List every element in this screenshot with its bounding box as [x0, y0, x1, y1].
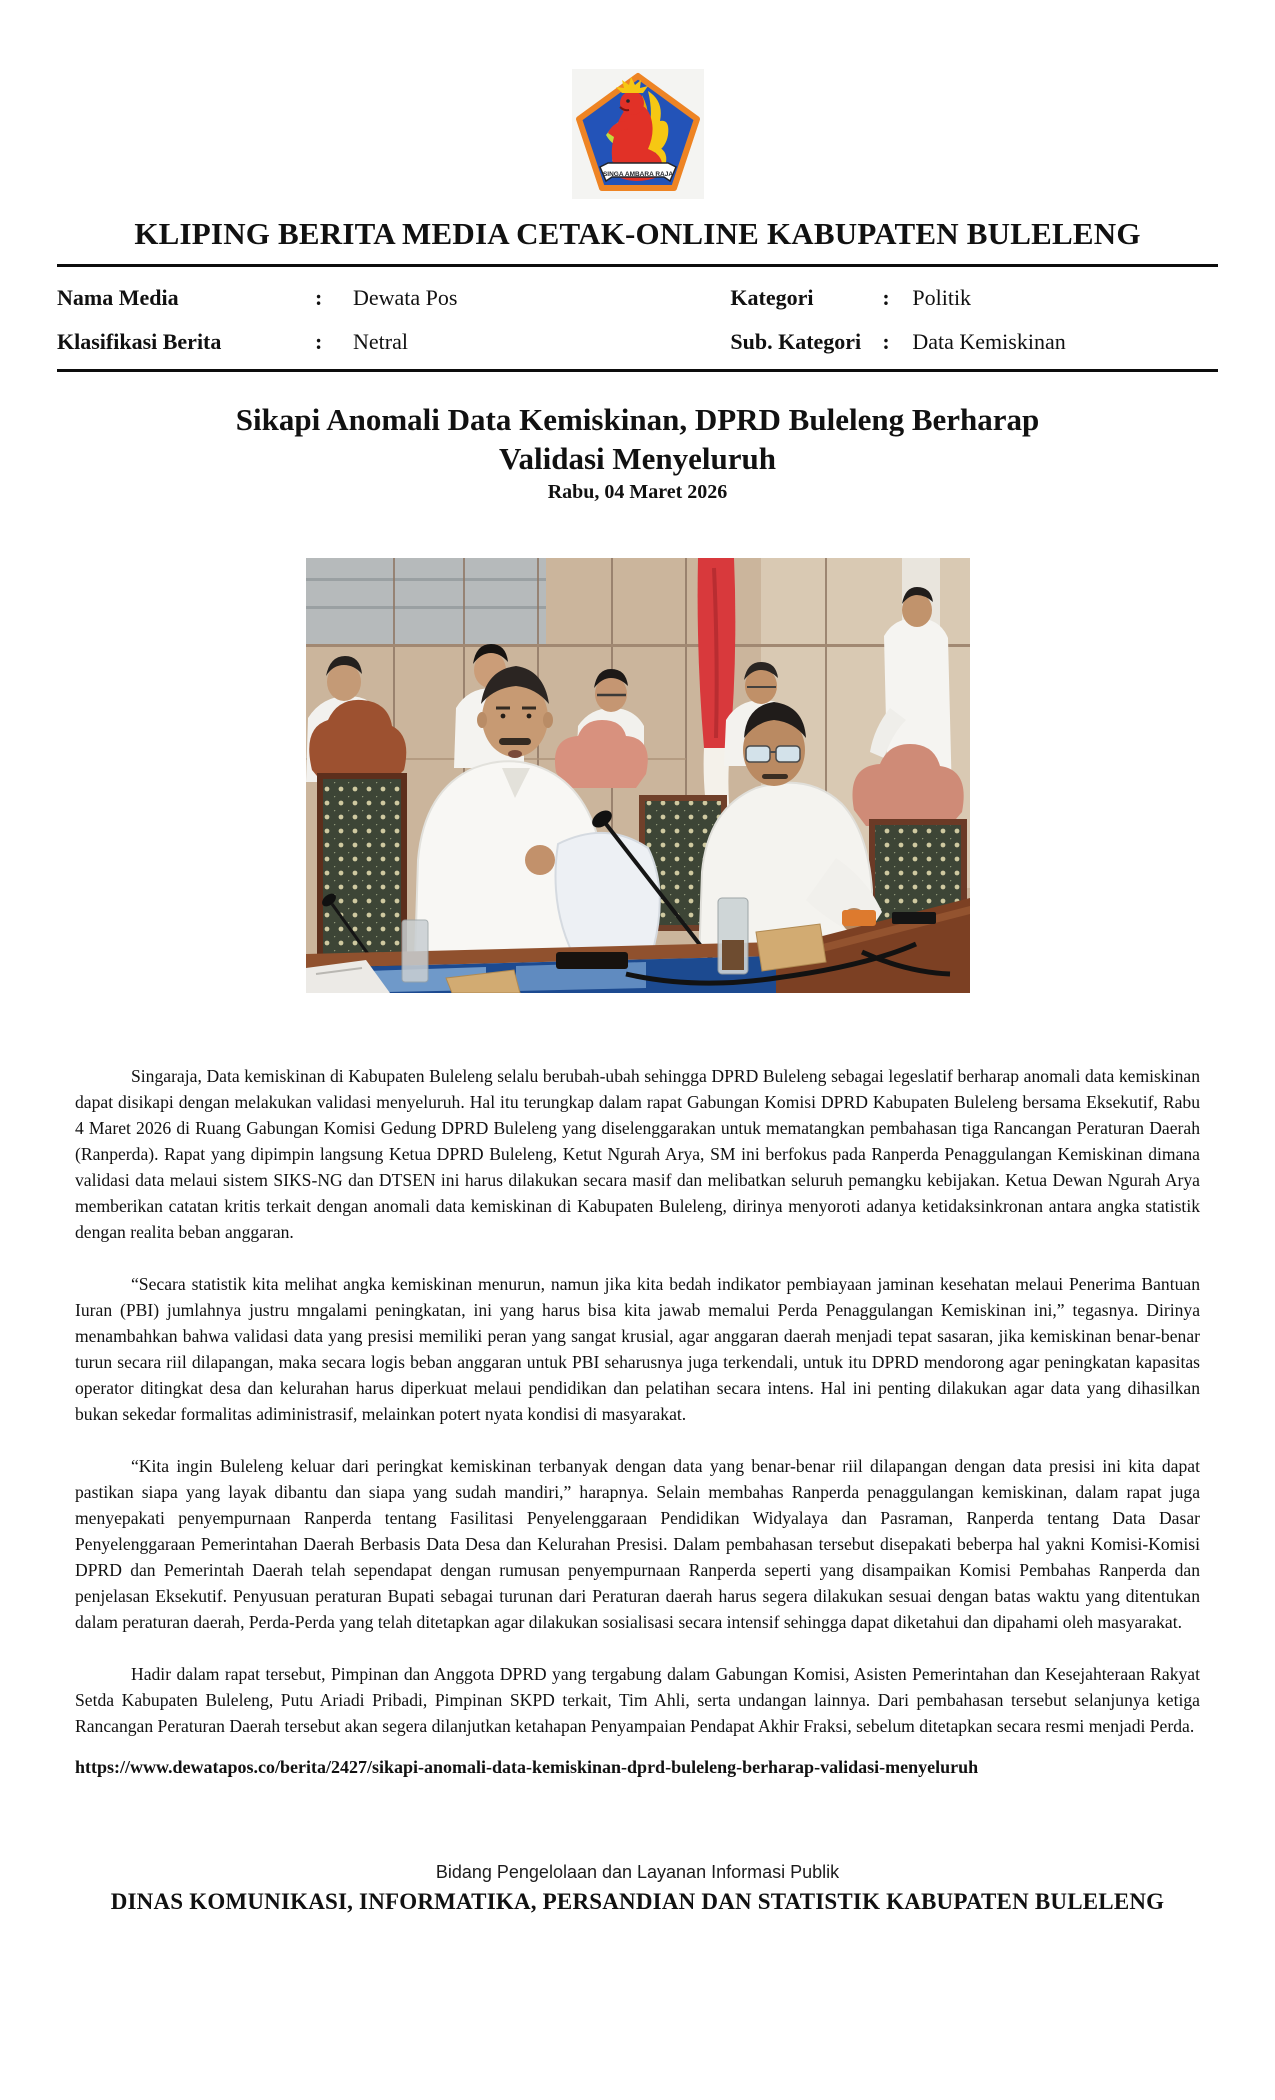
logo-band [0, 0, 1275, 200]
meta-value-kategori: Politik [912, 285, 972, 310]
meta-label-klasifikasi: Klasifikasi Berita [57, 329, 222, 354]
meta-sub-kategori [730, 329, 1218, 355]
meta-colon: : [315, 329, 323, 354]
article-source-link[interactable]: https://www.dewatapos.co/berita/2427/sikapi-anomali-data-kemiskinan-dprd-buleleng-berharap-validasi-menyeluruh [75, 1757, 979, 1777]
article-paragraph-2: “Secara statistik kita melihat angka kemiskinan menurun, namun jika kita bedah indikator pembiayaan jaminan kesehatan melaui Penerima Bantuan Iuran (PBI) jumlahnya justru mngalami peningkatan, ini yang harus bisa kita jawab memalui Perda Penaggulangan Kemiskinan ini,” tegasnya. Dirinya menambahkan bahwa validasi data yang presisi memiliki peran yang sangat krusial, agar anggaran daerah menjadi tepat sasaran, jika kemiskinan benar-benar turun secara riil dilapangan, maka secara logis beban anggaran untuk PBI seharusnya juga terkendali, untuk itu DPRD mendorong agar peningkatan kapasitas operator ditingkat desa dan kelurahan harus diperkuat melaui pendidikan dan pelatihan secara intens. Hal ini penting dilakukan agar data yang dihasilkan bukan sekedar formalitas adiministrasif, melainkan potert nyata kondisi di masyarakat. [75, 1274, 1200, 1424]
article-headline-line2: Validasi Menyeluruh [498, 441, 777, 476]
meta-value-klasifikasi: Netral [353, 329, 408, 354]
article-source-url [75, 1757, 1200, 1778]
meta-label-nama-media: Nama Media [57, 285, 179, 310]
article-photo-wrap [0, 558, 1275, 993]
meta-colon: : [882, 329, 890, 354]
meta-colon: : [882, 285, 890, 310]
article-headline [0, 400, 1275, 478]
footer-agency: DINAS KOMUNIKASI, INFORMATIKA, PERSANDIAN DAN STATISTIK KABUPATEN BULELENG [110, 1889, 1165, 1914]
meta-row-1 [57, 285, 1218, 311]
meeting-photo [306, 558, 970, 993]
meta-value-sub-kategori: Data Kemiskinan [912, 329, 1066, 354]
article-paragraph-3: “Kita ingin Buleleng keluar dari peringkat kemiskinan terbanyak dengan data yang benar-benar riil dilapangan dengan data presisi ini kita dapat pastikan siapa yang layak dibantu dan siapa yang sudah mandiri,” harapnya. Selain membahas Ranperda penaggulangan kemiskinan, dalam rapat juga menyepakati penyempurnaan Ranperda tentang Fasilitasi Penyelenggaraan Pendidikan Widyalaya dan Pasraman, Ranperda tentang Data Dasar Penyelenggaraan Pemerintahan Daerah Berbasis Data Desa dan Kelurahan Presisi. Dalam pembahasan tersebut disepakati beberpa hal yakni Komisi-Komisi DPRD dan Pemerintah Daerah telah sependapat dengan rumusan penyempurnaan Ranperda seperti yang disampaikan Komisi Pembahas Ranperda dan penjelasan Eksekutif. Penyusuan peraturan Bupati sebagai turunan dari Peraturan daerah harus segera dilakukan sesuai dengan batas waktu yang ditentukan dalam peraturan daerah, Perda-Perda yang telah ditetapkan agar dilakukan sosialisasi secara intensif sehingga dapat diketahui dan dipahami oleh masyarakat. [75, 1456, 1200, 1632]
page-footer [0, 1862, 1275, 1915]
meta-kategori [730, 285, 1218, 311]
meta-label-kategori: Kategori [730, 285, 814, 310]
buleleng-regency-logo [572, 68, 704, 200]
footer-division: Bidang Pengelolaan dan Layanan Informasi Publik [435, 1862, 840, 1882]
article-headline-line1: Sikapi Anomali Data Kemiskinan, DPRD Buleleng Berharap [235, 402, 1040, 437]
article-date: Rabu, 04 Maret 2026 [547, 481, 728, 503]
meta-table [57, 264, 1218, 372]
meta-label-sub-kategori: Sub. Kategori [730, 329, 862, 354]
meta-row-2 [57, 329, 1218, 355]
meta-klasifikasi-berita [57, 329, 730, 355]
article-body [75, 1063, 1200, 1739]
document-title: KLIPING BERITA MEDIA CETAK-ONLINE KABUPATEN BULELENG [134, 216, 1141, 251]
meta-colon: : [315, 285, 323, 310]
article-paragraph-4: Hadir dalam rapat tersebut, Pimpinan dan Anggota DPRD yang tergabung dalam Gabungan Komisi, Asisten Pemerintahan dan Kesejahteraan Rakyat Setda Kabupaten Buleleng, Putu Ariadi Pribadi, Pimpinan SKPD terkait, Tim Ahli, serta undangan lainnya. Dari pembahasan tersebut selanjunya ketiga Rancangan Peraturan Daerah tersebut akan segera dilanjutkan ketahapan Penyampaian Pendapat Akhir Fraksi, sebelum ditetapkan secara resmi menjadi Perda. [75, 1664, 1200, 1736]
emblem-banner-text: SINGA AMBARA RAJA [602, 171, 673, 178]
meta-nama-media [57, 285, 730, 311]
meta-value-nama-media: Dewata Pos [353, 285, 458, 310]
buleleng-emblem-icon [572, 68, 704, 200]
article-paragraph-1: Singaraja, Data kemiskinan di Kabupaten Buleleng selalu berubah-ubah sehingga DPRD Buleleng sebagai legeslatif berharap anomali data kemiskinan dapat disikapi dengan melakukan validasi menyeluruh. Hal itu terungkap dalam rapat Gabungan Komisi DPRD Kabupaten Buleleng bersama Eksekutif, Rabu 4 Maret 2026 di Ruang Gabungan Komisi Gedung DPRD Buleleng yang diselenggarakan untuk mematangkan pembahasan tiga Rancangan Peraturan Daerah (Ranperda). Rapat yang dipimpin langsung Ketua DPRD Buleleng, Ketut Ngurah Arya, SM ini berfokus pada Ranperda Penaggulangan Kemiskinan dimana validasi data melaui sistem SIKS-NG dan DTSEN ini harus dilakukan secara masif dan melibatkan seluruh pemangku kebijakan. Ketua Dewan Ngurah Arya memberikan catatan kritis terkait dengan anomali data kemiskinan di Kabupaten Buleleng, dirinya menyoroti adanya ketidaksinkronan antara angka statistik dengan realita beban anggaran. [75, 1066, 1200, 1242]
